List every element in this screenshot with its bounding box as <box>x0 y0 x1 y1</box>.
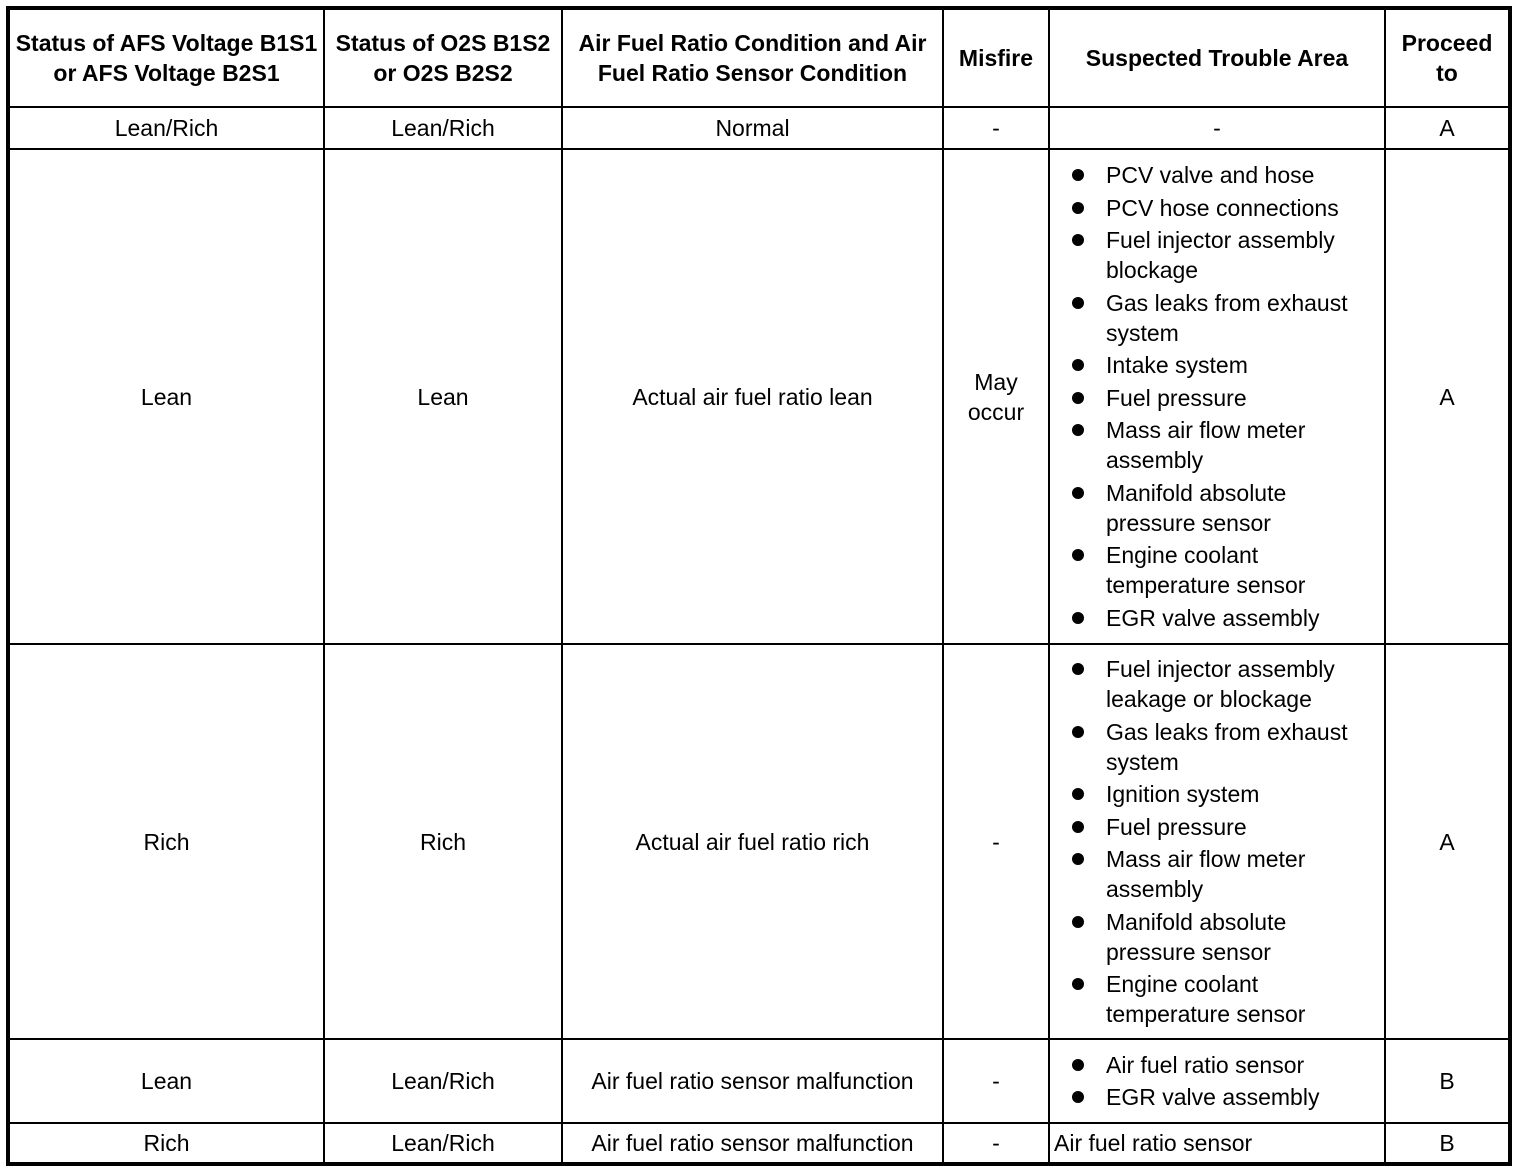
header-proceed-to: Proceed to <box>1385 8 1510 107</box>
list-item-label: Ignition system <box>1106 781 1260 807</box>
list-item <box>1070 350 1380 380</box>
list-item-label: Fuel pressure <box>1106 384 1247 411</box>
cell-condition: Actual air fuel ratio lean <box>562 149 943 644</box>
bullet-icon <box>1072 487 1084 499</box>
list-item-label: Fuel injector assembly blockage <box>1106 227 1335 284</box>
cell-proceed-to: A <box>1385 107 1510 149</box>
cell-proceed-to: B <box>1385 1039 1510 1123</box>
list-item <box>1070 288 1380 348</box>
header-misfire: Misfire <box>943 8 1049 107</box>
list-item-label: Fuel pressure <box>1106 813 1247 840</box>
cell-proceed-to: B <box>1385 1123 1510 1164</box>
cell-proceed-to: A <box>1385 644 1510 1039</box>
bullet-icon <box>1072 392 1084 404</box>
cell-afs-status: Lean <box>8 149 324 644</box>
list-item <box>1070 654 1380 714</box>
header-o2s-status: Status of O2S B1S2 or O2S B2S2 <box>324 8 562 107</box>
cell-o2s-status: Rich <box>324 644 562 1039</box>
bullet-icon <box>1072 359 1084 371</box>
trouble-area-table <box>6 6 1512 1166</box>
list-item-label: Air fuel ratio sensor <box>1106 1051 1305 1078</box>
bullet-icon <box>1072 424 1084 436</box>
list-item-label: Fuel injector assembly leakage or blockage <box>1106 656 1335 712</box>
cell-o2s-status: Lean <box>324 149 562 644</box>
bullet-icon <box>1072 169 1084 181</box>
suspected-area-list <box>1070 1050 1380 1113</box>
bullet-icon <box>1072 916 1084 928</box>
cell-condition: Normal <box>562 107 943 149</box>
cell-condition: Air fuel ratio sensor malfunction <box>562 1039 943 1123</box>
bullet-icon <box>1072 853 1084 865</box>
list-item <box>1070 160 1380 190</box>
suspected-area-list <box>1070 654 1380 1029</box>
cell-suspected-area: - <box>1049 107 1385 149</box>
cell-o2s-status: Lean/Rich <box>324 1123 562 1164</box>
bullet-icon <box>1072 978 1084 990</box>
list-item-label: Manifold absolute pressure sensor <box>1106 479 1287 536</box>
table-row <box>8 1039 1510 1123</box>
cell-o2s-status: Lean/Rich <box>324 107 562 149</box>
header-suspected-area: Suspected Trouble Area <box>1049 8 1385 107</box>
cell-misfire: May occur <box>943 149 1049 644</box>
bullet-icon <box>1072 788 1084 800</box>
cell-suspected-area <box>1049 1039 1385 1123</box>
list-item <box>1070 717 1380 777</box>
cell-afs-status: Rich <box>8 644 324 1039</box>
table-row <box>8 1123 1510 1164</box>
list-item-label: Mass air flow meter assembly <box>1106 846 1306 902</box>
table-row <box>8 149 1510 644</box>
bullet-icon <box>1072 726 1084 738</box>
bullet-icon <box>1072 612 1084 624</box>
cell-suspected-area <box>1049 644 1385 1039</box>
cell-proceed-to: A <box>1385 149 1510 644</box>
list-item <box>1070 969 1380 1029</box>
header-afs-status: Status of AFS Voltage B1S1 or AFS Voltage B2S1 <box>8 8 324 107</box>
bullet-icon <box>1072 297 1084 309</box>
cell-o2s-status: Lean/Rich <box>324 1039 562 1123</box>
list-item <box>1070 907 1380 967</box>
table-row <box>8 644 1510 1039</box>
list-item <box>1070 1050 1380 1080</box>
list-item <box>1070 779 1380 809</box>
list-item-label: Mass air flow meter assembly <box>1106 417 1306 474</box>
cell-misfire: - <box>943 1039 1049 1123</box>
list-item <box>1070 1082 1380 1112</box>
cell-afs-status: Lean <box>8 1039 324 1123</box>
list-item-label: Manifold absolute pressure sensor <box>1106 908 1287 965</box>
bullet-icon <box>1072 234 1084 246</box>
bullet-icon <box>1072 1091 1084 1103</box>
suspected-area-list <box>1070 160 1380 633</box>
list-item-label: PCV valve and hose <box>1106 162 1315 189</box>
cell-afs-status: Rich <box>8 1123 324 1164</box>
list-item-label: Engine coolant temperature sensor <box>1106 542 1306 599</box>
list-item-label: PCV hose connections <box>1106 194 1339 221</box>
list-item <box>1070 415 1380 475</box>
bullet-icon <box>1072 821 1084 833</box>
cell-condition: Air fuel ratio sensor malfunction <box>562 1123 943 1164</box>
list-item-label: EGR valve assembly <box>1106 1084 1320 1111</box>
cell-misfire: - <box>943 644 1049 1039</box>
list-item <box>1070 478 1380 538</box>
bullet-icon <box>1072 549 1084 561</box>
list-item-label: EGR valve assembly <box>1106 604 1320 631</box>
list-item-label: Gas leaks from exhaust system <box>1106 289 1348 346</box>
cell-suspected-area <box>1049 149 1385 644</box>
cell-condition: Actual air fuel ratio rich <box>562 644 943 1039</box>
list-item <box>1070 812 1380 842</box>
cell-misfire: - <box>943 107 1049 149</box>
cell-suspected-area: Air fuel ratio sensor <box>1049 1123 1385 1164</box>
list-item-label: Gas leaks from exhaust system <box>1106 718 1348 775</box>
list-item-label: Intake system <box>1106 352 1248 379</box>
cell-afs-status: Lean/Rich <box>8 107 324 149</box>
bullet-icon <box>1072 663 1084 675</box>
cell-misfire: - <box>943 1123 1049 1164</box>
list-item <box>1070 844 1380 904</box>
header-row <box>8 8 1510 107</box>
bullet-icon <box>1072 202 1084 214</box>
list-item <box>1070 603 1380 633</box>
list-item <box>1070 193 1380 223</box>
list-item-label: Engine coolant temperature sensor <box>1106 971 1306 1027</box>
table-row <box>8 107 1510 149</box>
bullet-icon <box>1072 1059 1084 1071</box>
header-air-fuel-condition: Air Fuel Ratio Condition and Air Fuel Ratio Sensor Condition <box>562 8 943 107</box>
list-item <box>1070 225 1380 285</box>
list-item <box>1070 383 1380 413</box>
list-item <box>1070 540 1380 600</box>
